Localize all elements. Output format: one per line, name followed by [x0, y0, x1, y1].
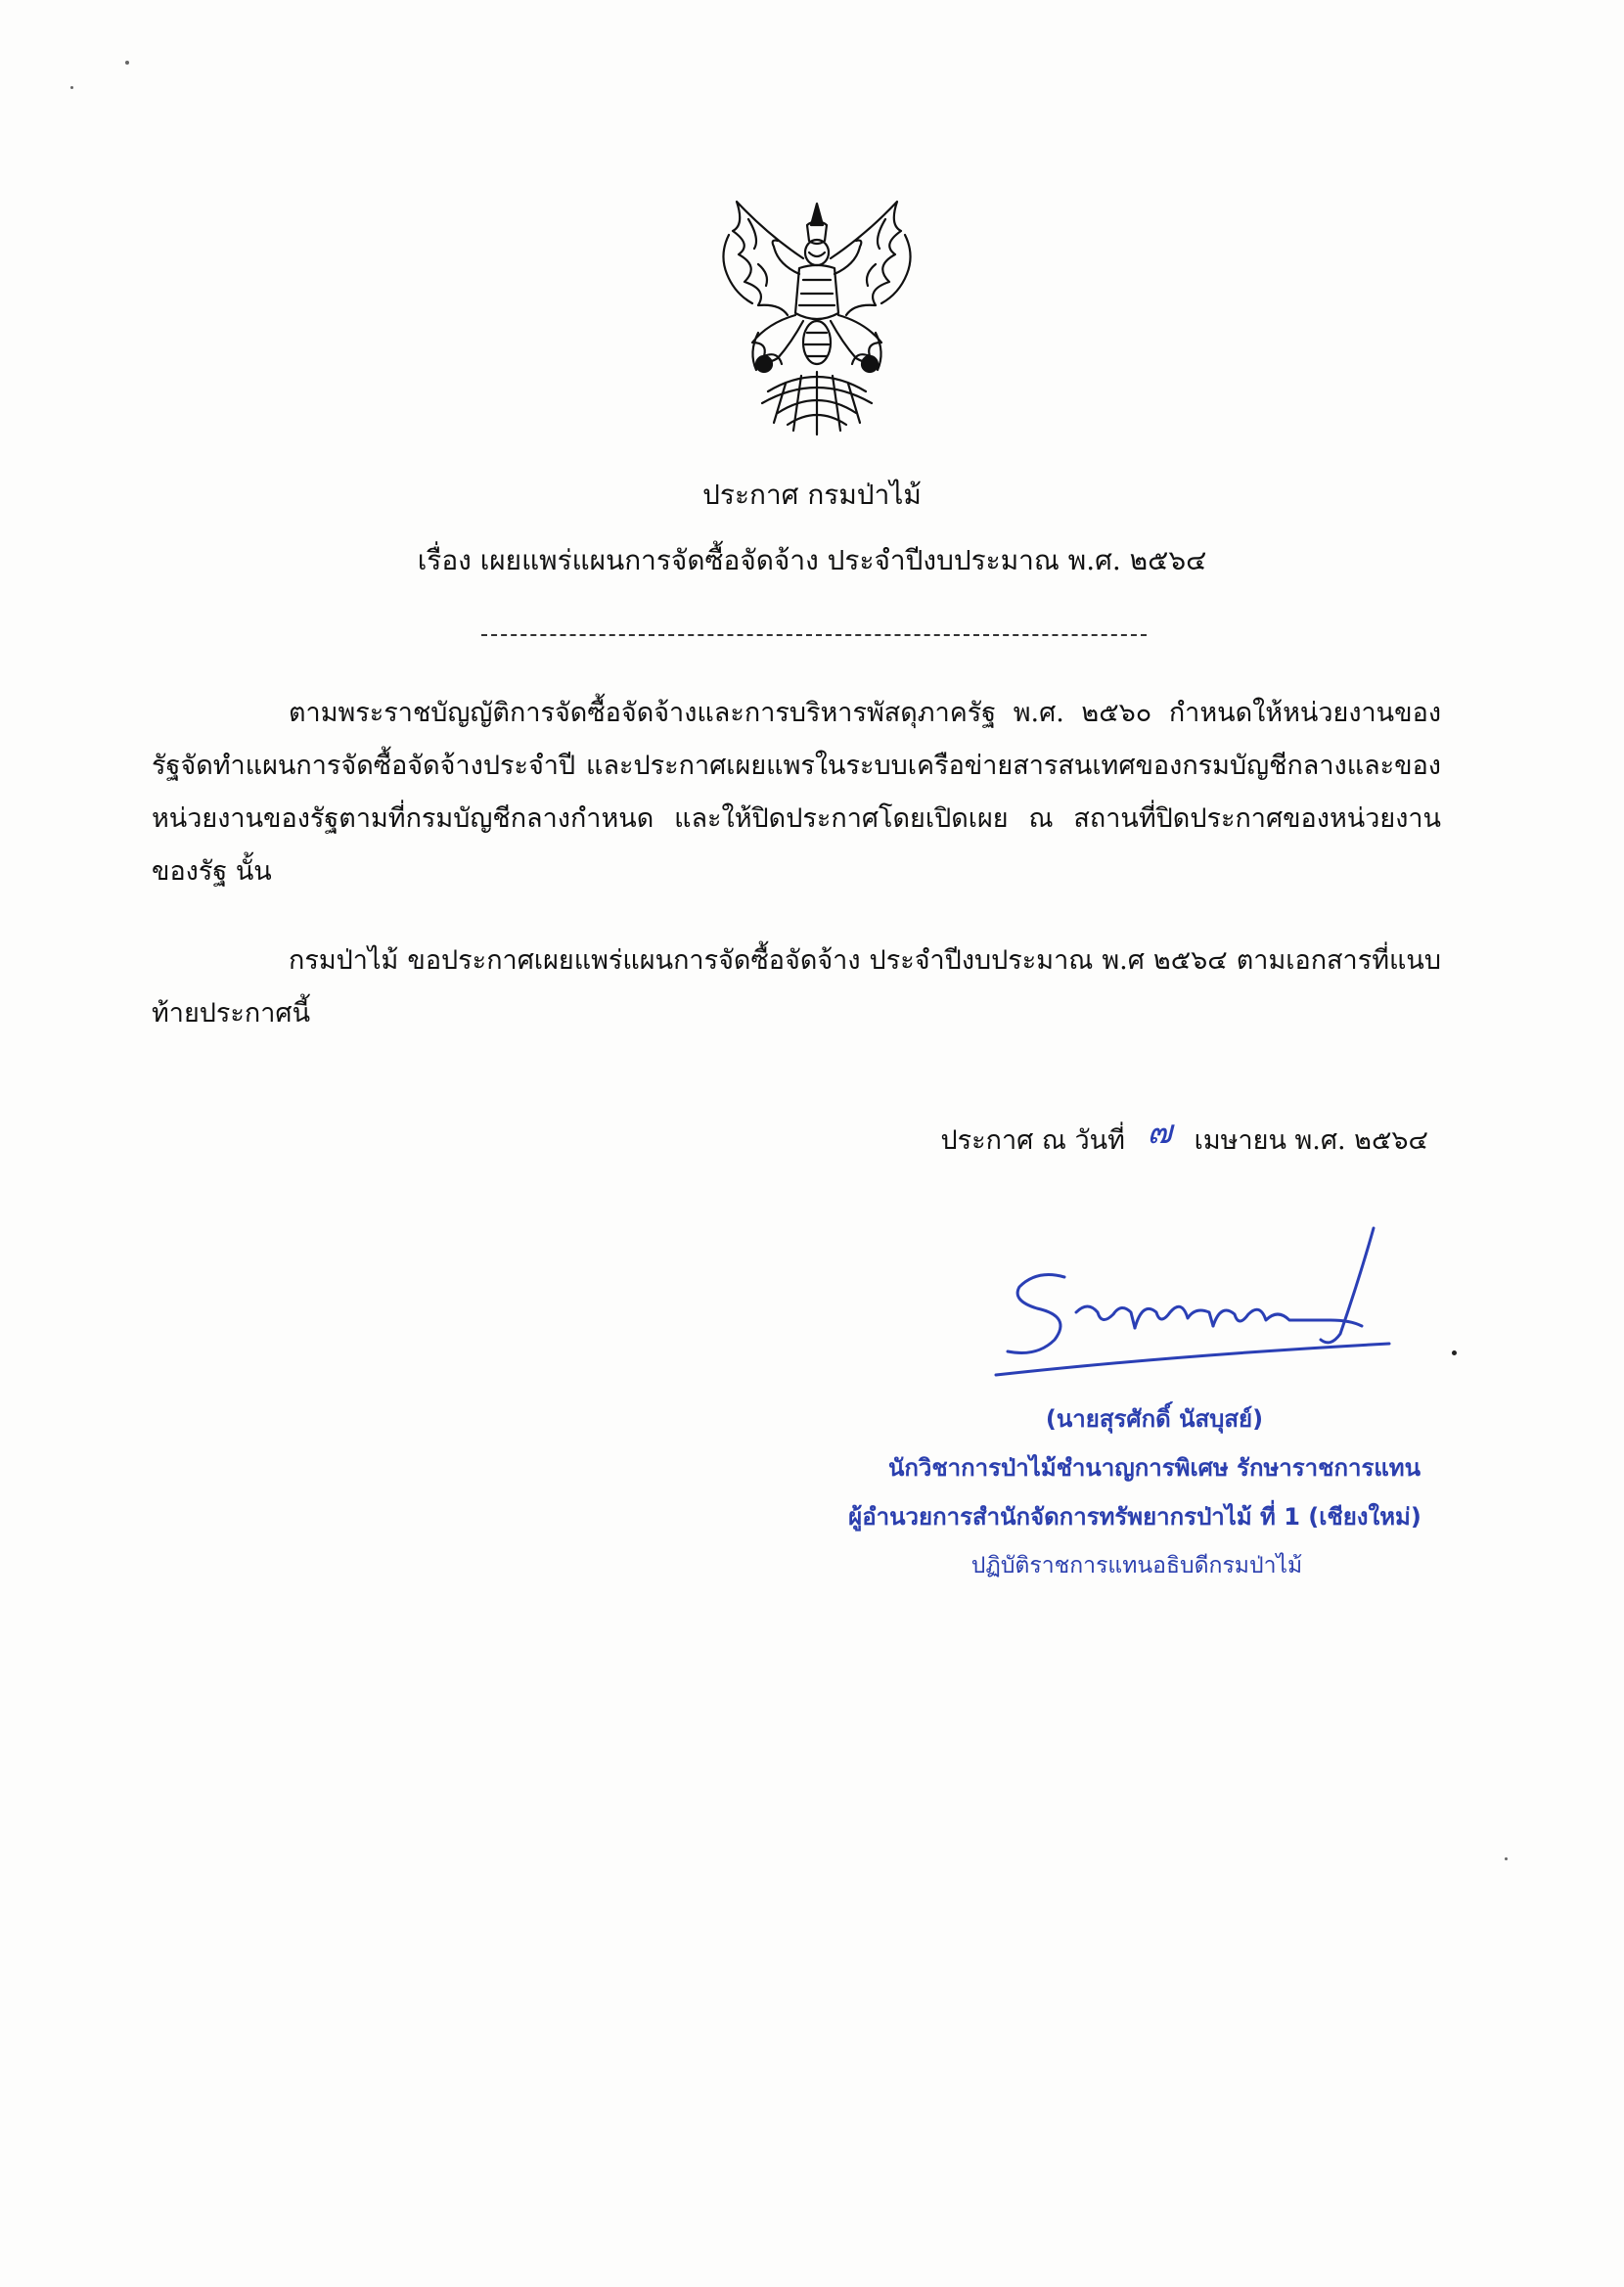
signatory-position-1: นักวิชาการป่าไม้ชำนาญการพิเศษ รักษาราชการแทน — [887, 1454, 1421, 1482]
body-paragraph-2: กรมป่าไม้ ขอประกาศเผยแพร่แผนการจัดซื้อจัดจ้าง ประจำปีงบประมาณ พ.ศ ๒๕๖๔ ตามเอกสารที่แนบท้ายประกาศนี้ — [152, 945, 1441, 1029]
signatory-position-3: ปฏิบัติราชการแทนอธิบดีกรมป่าไม้ — [970, 1553, 1303, 1578]
scan-speck — [1452, 1350, 1457, 1355]
handwritten-signature-icon — [978, 1218, 1409, 1395]
signatory-block — [841, 1395, 1467, 1590]
garuda-emblem-icon — [709, 196, 925, 440]
date-suffix: เมษายน พ.ศ. ๒๕๖๔ — [1194, 1125, 1428, 1156]
date-day-handwritten: ๗ — [1147, 1113, 1173, 1152]
signatory-position-2: ผู้อำนวยการสำนักจัดการทรัพยากรป่าไม้ ที่ 1 (เชียงใหม่) — [848, 1503, 1421, 1531]
date-prefix: ประกาศ ณ วันที่ — [940, 1125, 1125, 1156]
subject-heading: เรื่อง เผยแพร่แผนการจัดซื้อจัดจ้าง ประจำปีงบประมาณ พ.ศ. ๒๕๖๔ — [417, 544, 1207, 576]
scan-speck — [70, 86, 73, 89]
signatory-name: (นายสุรศักดิ์ นัสบุสย์) — [1045, 1405, 1264, 1433]
announcement-date — [880, 1113, 1428, 1161]
separator-line — [481, 634, 1147, 636]
scan-speck — [1505, 1857, 1508, 1860]
body-paragraph-1: ตามพระราชบัญญัติการจัดซื้อจัดจ้างและการบริหารพัสดุภาครัฐ พ.ศ. ๒๕๖๐ กำหนดให้หน่วยงานของรัฐจัดทำแผนการจัดซื้อจัดจ้างประจำปี และประกาศเผยแพรในระบบเครือข่ายสารสนเทศของกรมบัญชีกลางและของหน่วยงานของรัฐตามที่กรมบัญชีกลางกำหนด และให้ปิดประกาศโดยเปิดเผย ณ สถานที่ปิดประกาศของหน่วยงานของรัฐ นั้น — [152, 698, 1441, 887]
scan-speck — [125, 61, 129, 65]
announcement-heading: ประกาศ กรมป่าไม้ — [702, 479, 922, 511]
